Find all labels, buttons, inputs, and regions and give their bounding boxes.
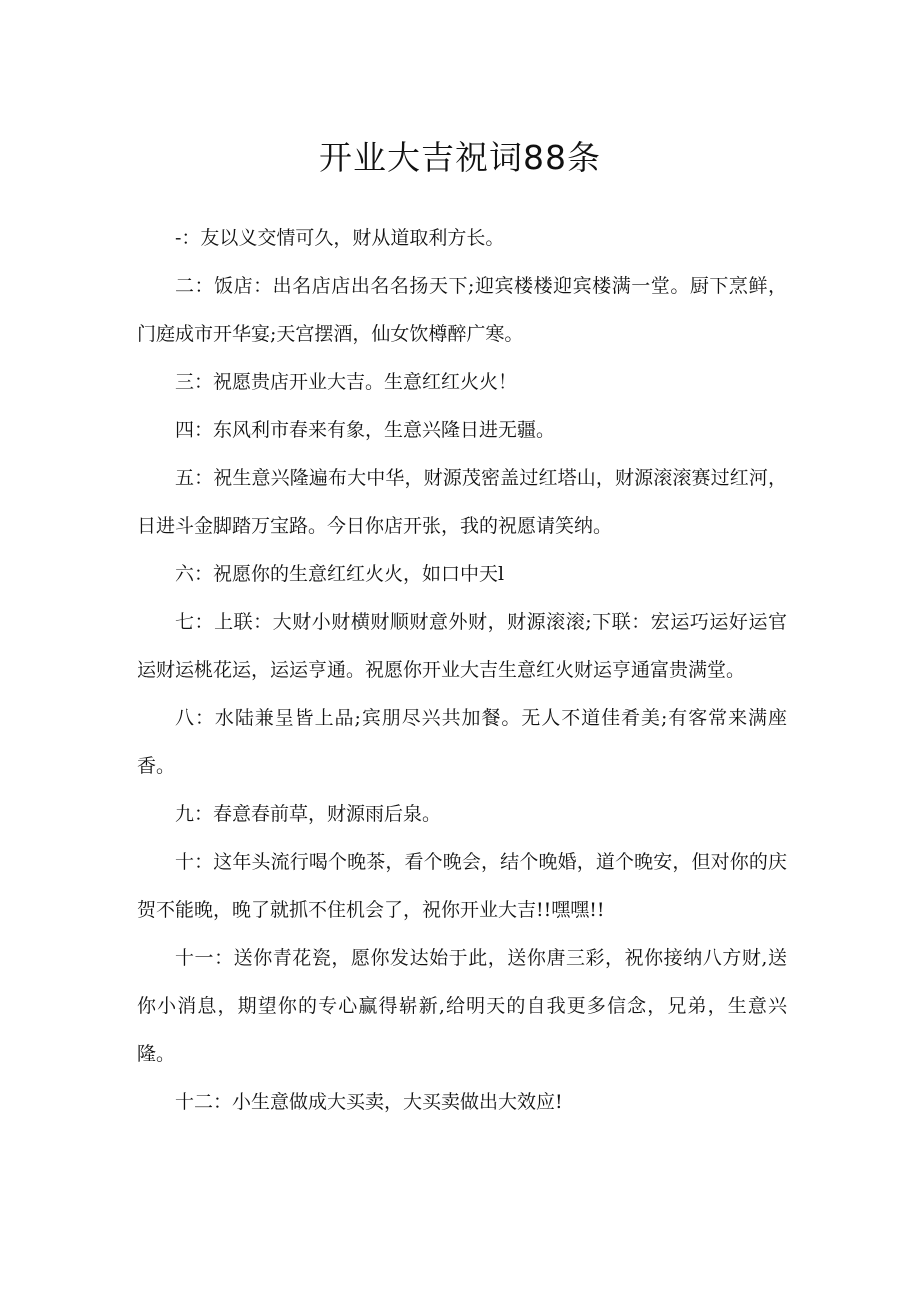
- paragraph-11: 十一：送你青花瓷，愿你发达始于此，送你唐三彩，祝你接纳八方财,送你小消息，期望你的专心赢得崭新,给明天的自我更多信念，兄弟，生意兴隆。: [137, 947, 787, 1065]
- paragraph-1: -：友以义交情可久，财从道取利方长。: [175, 227, 505, 249]
- paragraph-7: 七：上联：大财小财横财顺财意外财，财源滚滚;下联：宏运巧运好运官运财运桃花运，运运亨通。祝愿你开业大吉生意红火财运亨通富贵满堂。: [137, 611, 787, 681]
- paragraph-3: 三：祝愿贵店开业大吉。生意红红火火！: [175, 371, 518, 393]
- paragraph-9: 九：春意春前草，财源雨后泉。: [175, 803, 442, 825]
- paragraph-10: 十：这年头流行喝个晚茶，看个晚会，结个晚婚，道个晚安，但对你的庆贺不能晚，晚了就抓不住机会了，祝你开业大吉!!嘿嘿!!: [137, 851, 787, 921]
- paragraph-12: 十二：小生意做成大买卖，大买卖做出大效应!: [175, 1091, 563, 1113]
- document-body: [137, 214, 787, 1126]
- paragraph-6: 六：祝愿你的生意红红火火，如口中天l: [175, 563, 505, 585]
- paragraph-5: 五：祝生意兴隆遍布大中华，财源茂密盖过红塔山，财源滚滚赛过红河，日进斗金脚踏万宝路。今日你店开张，我的祝愿请笑纳。: [137, 467, 787, 537]
- document-title: 开业大吉祝词88条: [319, 138, 601, 177]
- paragraph-2: 二：饭店：出名店店出名名扬天下;迎宾楼楼迎宾楼满一堂。厨下烹鲜，门庭成市开华宴;天宫摆酒，仙女饮樽醉广寒。: [137, 275, 787, 345]
- paragraph-4: 四：东风利市春来有象，生意兴隆日进无疆。: [175, 419, 556, 441]
- paragraph-8: 八：水陆兼呈皆上品;宾朋尽兴共加餐。无人不道佳肴美;有客常来满座香。: [137, 707, 787, 777]
